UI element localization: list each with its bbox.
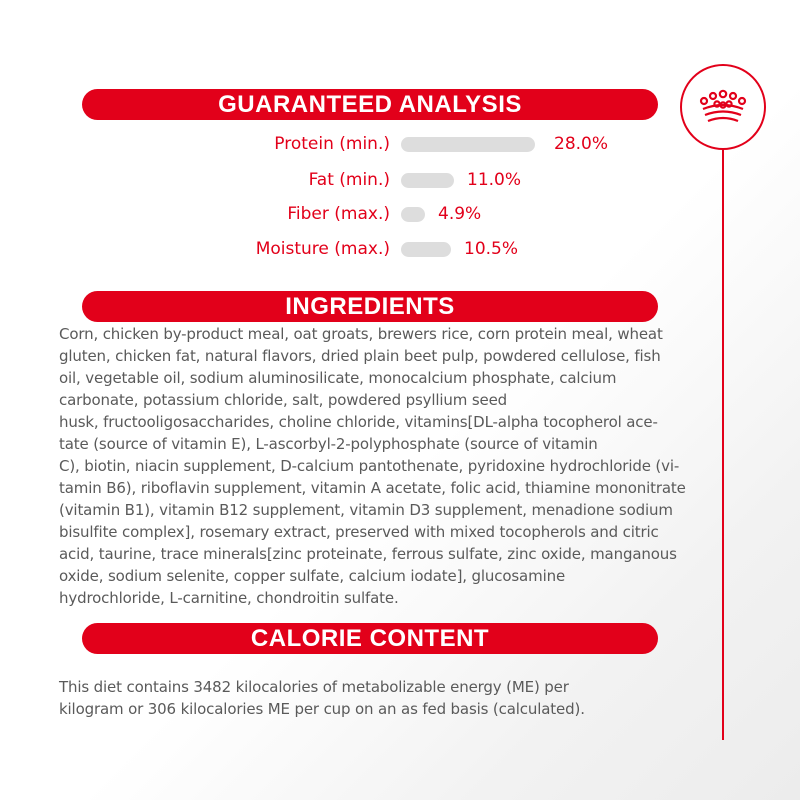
calorie-line: kilogram or 306 kilocalories ME per cup on an as fed basis (calculated). [59,700,585,718]
analysis-label: Moisture (max.) [255,239,390,259]
analysis-row-moisture [0,234,800,264]
analysis-value: 28.0% [554,134,609,154]
ingredients-line: (vitamin B1), vitamin B12 supplement, vitamin D3 supplement, menadione sodium [59,501,673,519]
analysis-value: 4.9% [438,204,482,224]
ingredients-line: tamin B6), riboflavin supplement, vitamin A acetate, folic acid, thiamine mononitrate [59,479,686,497]
ingredients-line: Corn, chicken by-product meal, oat groats, brewers rice, corn protein meal, wheat [59,325,663,343]
ingredients-line: C), biotin, niacin supplement, D-calcium pantothenate, pyridoxine hydrochloride (vi- [59,457,680,475]
analysis-value: 11.0% [467,170,522,190]
analysis-row-fat [0,165,800,195]
ingredients-line: oil, vegetable oil, sodium aluminosilicate, monocalcium phosphate, calcium [59,369,617,387]
ingredients-text [59,323,709,609]
analysis-label: Fat (min.) [308,170,390,190]
guaranteed-analysis-banner: GUARANTEED ANALYSIS [82,89,658,120]
ingredients-line: hydrochloride, L-carnitine, chondroitin sulfate. [59,589,399,607]
calorie-line: This diet contains 3482 kilocalories of metabolizable energy (ME) per [59,678,569,696]
ingredients-line: bisulfite complex], rosemary extract, preserved with mixed tocopherols and citric [59,523,659,541]
ingredients-line: oxide, sodium selenite, copper sulfate, calcium iodate], glucosamine [59,567,566,585]
ingredients-line: tate (source of vitamin E), L-ascorbyl-2-polyphosphate (source of vitamin [59,435,598,453]
analysis-bar [401,137,535,152]
analysis-value: 10.5% [464,239,519,259]
analysis-bar [401,173,454,188]
ingredients-line: carbonate, potassium chloride, salt, powdered psyllium seed [59,391,508,409]
ingredients-line: acid, taurine, trace minerals[zinc proteinate, ferrous sulfate, zinc oxide, manganous [59,545,677,563]
analysis-bar [401,242,451,257]
ingredients-banner: INGREDIENTS [82,291,658,322]
crown-icon [695,87,751,127]
analysis-row-fiber [0,199,800,229]
analysis-bar [401,207,425,222]
analysis-label: Fiber (max.) [287,204,390,224]
ingredients-line: husk, fructooligosaccharides, choline chloride, vitamins[DL-alpha tocopherol ace- [59,413,658,431]
analysis-label: Protein (min.) [274,134,390,154]
calorie-text [59,676,709,720]
calorie-content-banner: CALORIE CONTENT [82,623,658,654]
ingredients-line: gluten, chicken fat, natural flavors, dried plain beet pulp, powdered cellulose, fish [59,347,661,365]
analysis-row-protein [0,129,800,159]
